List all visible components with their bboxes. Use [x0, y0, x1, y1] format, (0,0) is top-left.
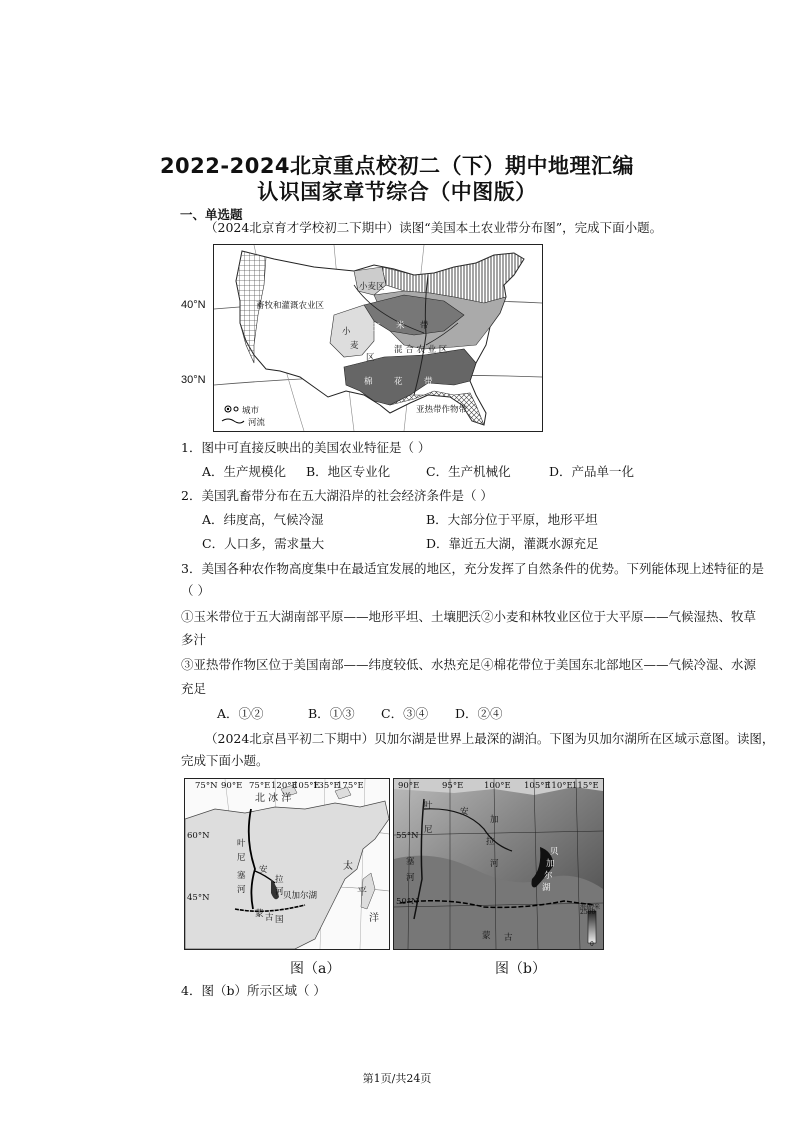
map-a-ye-2: 尼: [237, 853, 246, 863]
map-a-mg-1: 蒙: [255, 909, 264, 919]
map-a-lab-120e: 120°E: [271, 781, 298, 791]
label-cotton-3: 带: [424, 377, 433, 387]
lat-label-40: 40°N: [181, 299, 206, 311]
map-b-legend-max: 2500: [580, 909, 596, 916]
map-b-lab-50n: 50°N: [396, 897, 419, 907]
label-corn-2: 米: [396, 321, 405, 331]
q4-stem: 4．图（b）所示区域（ ）: [181, 983, 326, 998]
map-b-lab-115e: 115°E: [572, 781, 599, 791]
map-b-lab-100e: 100°E: [484, 781, 511, 791]
label-corn-3: 带: [420, 321, 429, 331]
q1-option-b: B．地区专业化: [306, 464, 391, 479]
map-b-an-3: 拉: [486, 837, 495, 847]
q3-line2-cont: 充足: [181, 681, 207, 696]
label-cotton-1: 棉: [364, 377, 373, 387]
map-b-mg-2: 古: [504, 933, 513, 943]
map-b-bk-4: 湖: [542, 883, 551, 893]
map-a-lab-45n: 45°N: [187, 893, 210, 903]
map-a-lab-135e: 135°E: [313, 781, 340, 791]
intro-text-1: （2024北京育才学校初二下期中）读图“美国本土农业带分布图”，完成下面小题。: [205, 220, 663, 235]
map-a-pac-2: 平: [357, 887, 367, 898]
map-a-lab-60n: 60°N: [187, 831, 210, 841]
map-b-bk-3: 尔: [544, 871, 553, 881]
map-a-mg-3: 国: [275, 915, 284, 925]
legend-city: 城市: [242, 406, 260, 416]
section-heading: 一、单选题: [180, 207, 243, 222]
map-b-an-2: 加: [490, 815, 499, 825]
map-a-mg-2: 古: [265, 913, 274, 923]
page-subtitle: 认识国家章节综合（中图版）: [257, 180, 537, 204]
q3-option-d: D．②④: [455, 706, 503, 721]
map-b-lab-90e: 90°E: [398, 781, 420, 791]
label-wheat-1: 小: [342, 327, 351, 337]
lat-label-30: 30°N: [181, 374, 206, 386]
q3-option-a: A．①②: [217, 706, 264, 721]
legend-river: 河流: [248, 418, 266, 428]
label-subtropical: 亚热带作物带: [416, 405, 468, 415]
caption-figure-a: 图（a）: [290, 961, 341, 977]
caption-figure-b: 图（b）: [495, 961, 546, 977]
q3-option-b: B．①③: [308, 706, 355, 721]
q3-line1: ①玉米带位于五大湖南部平原——地形平坦、土壤肥沃②小麦和林牧业区位于大平原——气候湿热、牧草: [181, 609, 757, 624]
map-b-mg-1: 蒙: [482, 931, 491, 941]
label-ranching: 畜牧和灌溉农业区: [256, 301, 325, 311]
map-b-bk-2: 加: [546, 859, 555, 869]
map-a-an-2: 拉: [275, 875, 284, 885]
us-map-graphic: [214, 245, 542, 431]
map-b-lab-95e: 95°E: [442, 781, 464, 791]
q1-stem: 1．图中可直接反映出的美国农业特征是（ ）: [181, 440, 431, 455]
map-a-lab-75n: 75°N: [195, 781, 218, 791]
us-agriculture-map: [213, 244, 543, 432]
q1-option-d: D．产品单一化: [549, 464, 635, 479]
map-b-bk-1: 贝: [550, 847, 559, 857]
map-a-an-3: 河: [275, 887, 284, 897]
q2-stem: 2．美国乳畜带分布在五大湖沿岸的社会经济条件是（ ）: [181, 488, 493, 503]
label-wheat-2: 麦: [350, 341, 359, 351]
map-b: [393, 778, 604, 950]
label-mixed: 混 合 农 业 区: [394, 345, 448, 355]
q2-option-b: B．大部分位于平原，地形平坦: [426, 512, 598, 527]
page-title: 2022-2024北京重点校初二（下）期中地理汇编: [159, 154, 635, 178]
q2-option-c: C．人口多，需求量大: [202, 536, 325, 551]
label-cotton-2: 花: [394, 377, 403, 387]
map-a-lab-75e: 75°E: [249, 781, 271, 791]
map-a-arctic-ocean: 北 冰 洋: [255, 793, 292, 804]
q3-stem: 3．美国各种农作物高度集中在最适宜发展的地区，充分发挥了自然条件的优势。下列能体现上述特征的是: [181, 561, 764, 576]
map-b-ye-1: 叶: [424, 801, 433, 811]
map-b-legend-min: 0: [590, 941, 594, 948]
map-a-graphic: [185, 779, 389, 949]
map-a-an-1: 安: [259, 865, 268, 875]
map-b-an-1: 安: [460, 807, 469, 817]
map-b-ye-3: 塞: [406, 857, 415, 867]
label-wheat-area: 小麦区: [359, 282, 385, 292]
intro-text-2-cont: 完成下面小题。: [181, 753, 269, 768]
map-a-pac-3: 洋: [369, 913, 379, 924]
map-a-lab-105e: 105°E: [293, 781, 320, 791]
map-a-pac-1: 太: [343, 861, 353, 872]
map-b-lab-110e: 110°E: [546, 781, 573, 791]
map-b-legend-title: 海拔/米: [580, 904, 601, 911]
page-footer: 第1页/共24页: [362, 1072, 432, 1085]
intro-text-2: （2024北京昌平初二下期中）贝加尔湖是世界上最深的湖泊。下图为贝加尔湖所在区域示意图。读图，: [205, 731, 775, 746]
map-b-an-4: 河: [490, 859, 499, 869]
map-b-ye-2: 尼: [424, 825, 433, 835]
map-a-ye-3: 塞: [237, 871, 246, 881]
q3-line1-cont: 多汁: [181, 632, 207, 647]
label-corn-1: 玉: [372, 323, 381, 333]
map-a-ye-1: 叶: [237, 839, 246, 849]
q3-option-c: C．③④: [381, 706, 429, 721]
map-a-lab-90e: 90°E: [221, 781, 243, 791]
q3-stem-cont: （ ）: [181, 583, 210, 598]
label-wheat-3: 区: [366, 353, 375, 363]
map-b-lab-105e: 105°E: [524, 781, 551, 791]
map-b-lab-55n: 55°N: [396, 831, 419, 841]
map-b-ye-4: 河: [406, 873, 415, 883]
q1-option-a: A．生产规模化: [202, 464, 287, 479]
q3-line2: ③亚热带作物区位于美国南部——纬度较低、水热充足④棉花带位于美国东北部地区——气候冷湿、水源: [181, 657, 757, 672]
q2-option-a: A．纬度高，气候冷湿: [202, 512, 324, 527]
map-a-lab-175e: 175°E: [337, 781, 364, 791]
map-a-baikal: 贝加尔湖: [283, 891, 318, 901]
q2-option-d: D．靠近五大湖，灌溉水源充足: [426, 536, 599, 551]
map-a-ye-4: 河: [237, 885, 246, 895]
map-a: [184, 778, 390, 950]
q1-option-c: C．生产机械化: [426, 464, 511, 479]
